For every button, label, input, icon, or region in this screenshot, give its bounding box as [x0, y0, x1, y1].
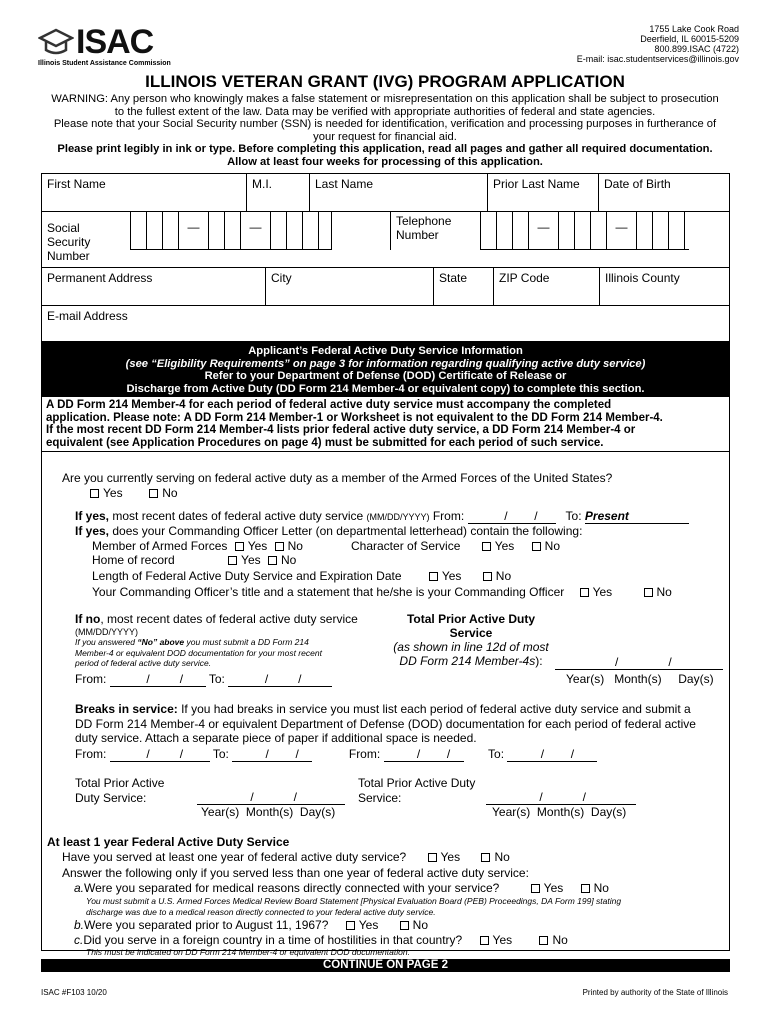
- one-year-yes-checkbox[interactable]: [428, 853, 437, 862]
- total-prior-colon: ):: [535, 654, 543, 668]
- yes-label: Yes: [592, 585, 613, 599]
- current-no-checkbox[interactable]: [149, 489, 158, 498]
- ymd-label: Year(s) Month(s) Day(s): [566, 672, 714, 686]
- page-title: ILLINOIS VETERAN GRANT (IVG) PROGRAM APPLICATION: [145, 72, 625, 91]
- no-label: No: [287, 539, 303, 553]
- no-label: No: [495, 569, 512, 583]
- from-label: From:: [75, 747, 107, 761]
- if-no-from-to: [75, 672, 332, 687]
- c-label: c.: [74, 933, 84, 947]
- isac-address: [577, 24, 739, 64]
- question-b: Were you separated prior to August 11, 1967?: [84, 918, 329, 932]
- if-no-from-input[interactable]: / /: [110, 672, 206, 687]
- email-field[interactable]: [42, 306, 729, 341]
- a-label: a.: [74, 881, 85, 895]
- total-prior-note: (as shown in line 12d of most: [393, 640, 549, 654]
- ssn-label: Social Security: [47, 221, 91, 249]
- one-year-heading: At least 1 year Federal Active Duty Service: [47, 835, 290, 849]
- ssn-digit-box[interactable]: [318, 212, 332, 250]
- phone-digit-box[interactable]: [574, 212, 590, 250]
- banner-line: Applicant’s Federal Active Duty Service Information: [248, 345, 523, 357]
- title-stmt-no-checkbox[interactable]: [644, 588, 653, 597]
- zip-field[interactable]: [493, 268, 599, 305]
- banner-line: (see “Eligibility Requirements” on page 3 for information regarding qualifying active duty service): [125, 357, 646, 370]
- total-prior-title-2: Service: [449, 626, 493, 640]
- total-label-2: Service:: [358, 791, 402, 805]
- phone-input-boxes[interactable]: [480, 212, 689, 250]
- phone-digit-box[interactable]: [558, 212, 574, 250]
- a-note-line: You must submit a U.S. Armed Forces Medical Review Board Statement [Physical Evaluation Board (PEB) Proceedings, DA Form 199] stating: [86, 896, 622, 906]
- phone-digit-box[interactable]: [512, 212, 528, 250]
- break2-total-input[interactable]: / /: [486, 790, 636, 805]
- break1-total-label: [75, 776, 164, 806]
- prior-last-name-label: Prior Last Name: [493, 177, 580, 191]
- note-line: Member-4 or equivalent DOD documentation for your most recent: [75, 647, 322, 658]
- instruction-line: Allow at least four weeks for processing of this application.: [227, 155, 543, 168]
- question-a: Were you separated for medical reasons directly connected with your service?: [84, 881, 500, 895]
- character-row: [351, 539, 560, 553]
- ssn-dash: [178, 212, 208, 250]
- title-stmt-label: Your Commanding Officer’s title and a statement that he/she is your Commanding Officer: [92, 585, 565, 599]
- mi-field[interactable]: [246, 174, 309, 211]
- member-label: Member of Armed Forces: [92, 539, 228, 553]
- logo-subtitle: Illinois Student Assistance Commission: [38, 60, 171, 67]
- ssn-digit-box[interactable]: [286, 212, 302, 250]
- question-b-row: [74, 918, 428, 932]
- phone-digit-box[interactable]: [636, 212, 652, 250]
- state-label: State: [439, 271, 468, 285]
- from-label: From:: [348, 747, 381, 761]
- no-label: No: [162, 486, 178, 500]
- title-stmt-row: [92, 585, 672, 599]
- breaks-paragraph: [75, 702, 730, 746]
- one-year-question: Have you served at least one year of federal active duty service?: [62, 850, 407, 864]
- question-a-row: [74, 881, 609, 895]
- isac-logo: [38, 23, 171, 68]
- c-no-checkbox[interactable]: [539, 936, 548, 945]
- to-label: To:: [565, 509, 582, 523]
- logo-word: ISAC: [76, 23, 154, 61]
- answer-intro: Answer the following only if you served less than one year of federal active duty service:: [62, 866, 529, 880]
- if-no-note: [75, 637, 322, 669]
- note-part: If you answered: [75, 637, 138, 647]
- ssn-phone-row: [42, 212, 729, 268]
- address-line: E-mail: isac.studentservices@illinois.gov: [576, 54, 739, 64]
- member-yes-checkbox[interactable]: [235, 542, 244, 551]
- breaks-dates: [75, 747, 597, 762]
- dob-field[interactable]: [598, 174, 729, 211]
- if-yes-label: If yes,: [75, 509, 110, 523]
- service-info-banner: [42, 342, 729, 397]
- ssn-label-2: Number: [47, 249, 90, 263]
- c-yes-checkbox[interactable]: [480, 936, 489, 945]
- city-field[interactable]: [265, 268, 433, 305]
- home-yes-checkbox[interactable]: [228, 556, 237, 565]
- break2-from-input[interactable]: / /: [384, 747, 464, 762]
- banner-line: Discharge from Active Duty (DD Form 214 Member-4 or equivalent copy) to complete this section.: [126, 382, 645, 395]
- present-value: Present: [585, 509, 689, 524]
- breaks-label: Breaks in service:: [75, 702, 178, 716]
- a-note-line: discharge was due to a medical reason directly connected to your federal active duty service.: [86, 906, 436, 917]
- dd-form-note: [42, 397, 729, 452]
- instruction-line: Please print legibly in ink or type. Before completing this application, read all pages and gather all required documentation.: [57, 143, 713, 155]
- a-note: [86, 896, 621, 917]
- current-yes-checkbox[interactable]: [90, 489, 99, 498]
- total-prior-input[interactable]: / /: [555, 655, 723, 670]
- phone-digit-box[interactable]: [590, 212, 606, 250]
- character-no-checkbox[interactable]: [532, 542, 541, 551]
- yes-label: Yes: [247, 539, 268, 553]
- zip-label: ZIP Code: [499, 271, 550, 285]
- continue-banner: CONTINUE ON PAGE 2: [41, 959, 730, 972]
- ssn-digit-box[interactable]: [302, 212, 318, 250]
- warning-line: to the fullest extent of the law. Data may be verified with appropriate authorities of federal and state agencies.: [114, 105, 656, 118]
- home-no-checkbox[interactable]: [268, 556, 277, 565]
- breaks-line: duty service. Attach a separate piece of paper if additional space is needed.: [75, 731, 477, 745]
- ssn-digit-box[interactable]: [208, 212, 224, 250]
- from-date-input[interactable]: / /: [468, 509, 556, 524]
- date-format: (MM/DD/YYYY): [366, 512, 430, 522]
- break1-total-input[interactable]: / /: [197, 790, 345, 805]
- phone-dash: [528, 212, 558, 250]
- one-year-no-checkbox[interactable]: [481, 853, 490, 862]
- address-line: 800.899.ISAC (4722): [654, 44, 739, 54]
- ssn-digit-box[interactable]: [130, 212, 146, 250]
- phone-digit-box[interactable]: [652, 212, 668, 250]
- mi-label: M.I.: [252, 177, 272, 191]
- ssn-digit-box[interactable]: [162, 212, 178, 250]
- title-stmt-yes-checkbox[interactable]: [580, 588, 589, 597]
- break1-from-input[interactable]: / /: [110, 747, 210, 762]
- from-label: From:: [75, 672, 107, 686]
- county-field[interactable]: [599, 268, 729, 305]
- note-part-bold: “No” above: [137, 637, 185, 647]
- if-yes-label-2: If yes,: [75, 524, 110, 538]
- graduation-cap-icon: [38, 28, 74, 58]
- c-note: This must be indicated on DD Form 214 Member-4 or equivalent DOD documentation.: [86, 947, 410, 957]
- if-no-label: If no: [75, 612, 101, 626]
- yes-label: Yes: [543, 881, 564, 895]
- if-no-to-input[interactable]: / /: [228, 672, 332, 687]
- home-row: [92, 553, 296, 567]
- if-yes-letter: [75, 524, 582, 538]
- a-no-checkbox[interactable]: [581, 884, 590, 893]
- form-number: ISAC #F103 10/20: [41, 988, 107, 997]
- yes-label: Yes: [441, 569, 462, 583]
- yes-label: Yes: [241, 553, 261, 567]
- address-line: Deerfield, IL 60015-5209: [640, 34, 739, 44]
- yes-label: Yes: [103, 486, 123, 500]
- ssn-digit-box[interactable]: [224, 212, 240, 250]
- to-label: To:: [208, 672, 225, 686]
- warning-line: your request for financial aid.: [313, 130, 457, 143]
- county-label: Illinois County: [605, 271, 680, 285]
- address-field[interactable]: [42, 268, 265, 305]
- ssn-dash: [240, 212, 270, 250]
- printed-by: Printed by authority of the State of Illinois: [582, 988, 728, 997]
- address-label: Permanent Address: [47, 271, 153, 285]
- phone-digit-box[interactable]: [668, 212, 684, 250]
- current-duty-options: [90, 486, 178, 500]
- ymd-label: Year(s) Month(s) Day(s): [201, 805, 336, 819]
- dob-label: Date of Birth: [604, 177, 671, 191]
- warning-line: WARNING: Any person who knowingly makes a false statement or misrepresentation on this application shall be subject to prosecution: [51, 93, 719, 105]
- break2-to-input[interactable]: / /: [507, 747, 597, 762]
- ssn-input-boxes[interactable]: [130, 212, 332, 250]
- character-label: Character of Service: [351, 539, 461, 553]
- b-label: b.: [74, 918, 85, 932]
- email-label: E-mail Address: [47, 309, 128, 323]
- to-label: To:: [212, 747, 229, 761]
- yes-label: Yes: [494, 539, 515, 553]
- state-field[interactable]: [433, 268, 493, 305]
- one-year-question-row: [62, 850, 510, 864]
- to-label: To:: [488, 747, 505, 761]
- total-prior-block: [386, 612, 556, 668]
- address-row: [42, 268, 729, 306]
- phone-dash: [606, 212, 636, 250]
- member-no-checkbox[interactable]: [275, 542, 284, 551]
- from-label: From:: [432, 509, 465, 523]
- yes-label: Yes: [358, 918, 379, 932]
- email-row: [42, 306, 729, 342]
- home-label: Home of record: [92, 553, 175, 567]
- total-label-2: Duty Service:: [75, 791, 147, 805]
- banner-line: Refer to your Department of Defense (DOD) Certificate of Release or: [204, 370, 567, 382]
- note-line: equivalent (see Application Procedures on page 4) must be submitted for each period of such service.: [46, 436, 604, 449]
- ssn-label-cell: [42, 212, 130, 267]
- note-line: period of federal active duty service.: [75, 658, 212, 668]
- phone-label: Telephone: [396, 214, 452, 228]
- length-row: [92, 569, 511, 583]
- last-name-label: Last Name: [315, 177, 374, 191]
- ssn-digit-box[interactable]: [146, 212, 162, 250]
- no-label: No: [593, 881, 609, 895]
- yes-label: Yes: [440, 850, 461, 864]
- city-label: City: [271, 271, 292, 285]
- a-yes-checkbox[interactable]: [531, 884, 540, 893]
- character-yes-checkbox[interactable]: [482, 542, 491, 551]
- phone-digit-box[interactable]: [684, 212, 689, 250]
- no-label: No: [544, 539, 560, 553]
- member-row: [92, 539, 303, 553]
- total-label: Total Prior Active Duty: [358, 776, 476, 790]
- total-prior-note-2: DD Form 214 Member-4s: [399, 654, 536, 668]
- note-line: application. Please note: A DD Form 214 Member-1 or Worksheet is not equivalent to the DD Form 214 Member-4.: [46, 411, 663, 424]
- phone-label-cell: [390, 212, 480, 250]
- length-label: Length of Federal Active Duty Service and Expiration Date: [92, 569, 402, 583]
- length-no-checkbox[interactable]: [483, 572, 492, 581]
- if-no-format: (MM/DD/YYYY): [75, 627, 138, 637]
- note-part: you must submit a DD Form 214: [184, 637, 309, 647]
- first-name-field[interactable]: [42, 174, 246, 211]
- if-yes-dates: [75, 509, 689, 524]
- no-label: No: [552, 933, 568, 947]
- note-line: If the most recent DD Form 214 Member-4 lists prior federal active duty service, a DD Form 214 Member-4 or: [46, 424, 636, 436]
- no-label: No: [412, 918, 429, 932]
- phone-digit-box[interactable]: [496, 212, 512, 250]
- break1-to-input[interactable]: / /: [232, 747, 312, 762]
- name-row: [42, 174, 729, 212]
- if-no-text: , most recent dates of federal active duty service: [100, 612, 358, 626]
- current-duty-question: Are you currently serving on federal active duty as a member of the Armed Forces of the United States?: [62, 471, 613, 485]
- if-yes-text-2: does your Commanding Officer Letter (on departmental letterhead) contain the following:: [109, 524, 583, 538]
- length-yes-checkbox[interactable]: [429, 572, 438, 581]
- warning-line: Please note that your Social Security number (SSN) is needed for identification, verification and processing purposes in furtherance of: [53, 118, 717, 130]
- breaks-line: DD Form 214 Member-4 or equivalent Department of Defense (DOD) documentation for each period of federal active: [75, 716, 696, 731]
- yes-label: Yes: [492, 933, 513, 947]
- address-line: 1755 Lake Cook Road: [649, 24, 739, 34]
- if-no-dates: [75, 612, 358, 626]
- warning-block: [40, 93, 730, 168]
- break2-total-label: [358, 776, 475, 806]
- b-yes-checkbox[interactable]: [346, 921, 355, 930]
- no-label: No: [494, 850, 510, 864]
- question-c-row: [74, 933, 568, 947]
- b-no-checkbox[interactable]: [400, 921, 409, 930]
- phone-digit-box[interactable]: [480, 212, 496, 250]
- total-prior-title: Total Prior Active Duty: [406, 612, 536, 626]
- total-label: Total Prior Active: [75, 776, 165, 790]
- ssn-digit-box[interactable]: [270, 212, 286, 250]
- no-label: No: [280, 553, 297, 567]
- question-c: Did you serve in a foreign country in a time of hostilities in that country?: [83, 933, 463, 947]
- first-name-label: First Name: [47, 177, 106, 191]
- ymd-label: Year(s) Month(s) Day(s): [492, 805, 627, 819]
- note-line: A DD Form 214 Member-4 for each period of federal active duty service must accompany the completed: [46, 399, 612, 411]
- phone-label-2: Number: [396, 228, 439, 242]
- no-label: No: [656, 585, 672, 599]
- last-name-field[interactable]: [309, 174, 487, 211]
- prior-last-name-field[interactable]: [487, 174, 598, 211]
- if-yes-text: most recent dates of federal active duty service: [109, 509, 367, 523]
- breaks-text: If you had breaks in service you must list each period of federal active duty service and submit a: [177, 702, 691, 716]
